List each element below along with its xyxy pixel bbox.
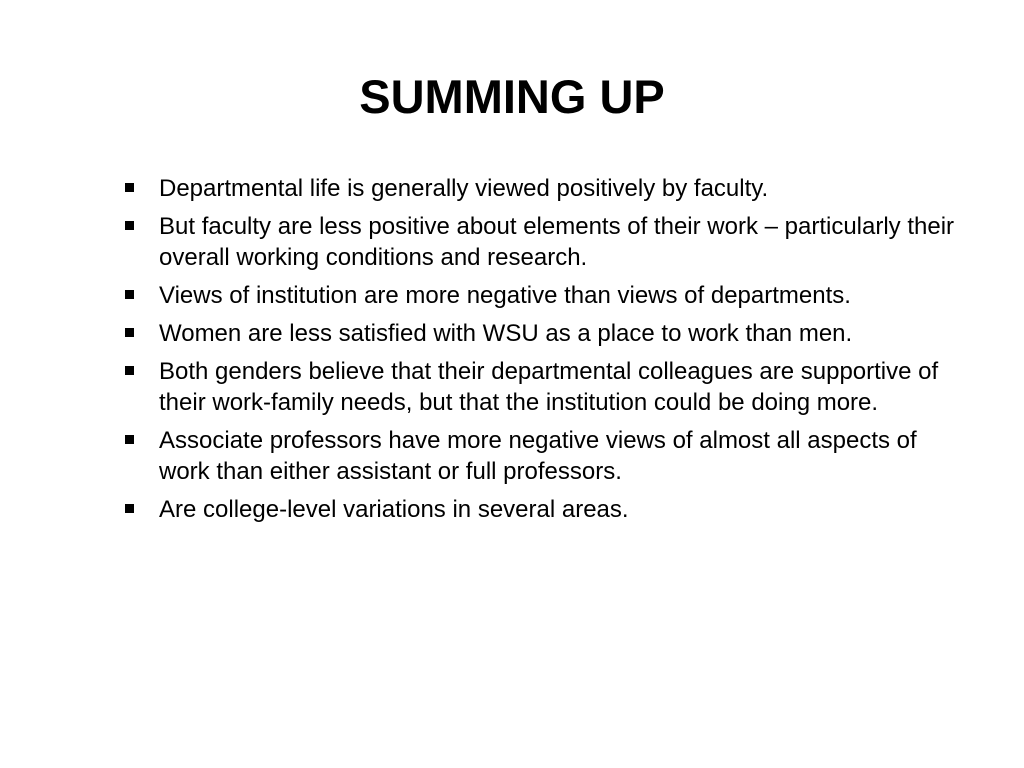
square-bullet-icon — [125, 328, 134, 337]
square-bullet-icon — [125, 435, 134, 444]
square-bullet-icon — [125, 366, 134, 375]
bullet-item — [120, 494, 970, 525]
bullet-item — [120, 173, 970, 204]
square-bullet-icon — [125, 504, 134, 513]
bullet-item — [120, 425, 970, 487]
bullet-item — [120, 356, 970, 418]
bullet-item — [120, 318, 970, 349]
bullet-list — [120, 173, 970, 532]
bullet-text: Views of institution are more negative than views of departments. — [159, 282, 851, 309]
square-bullet-icon — [125, 290, 134, 299]
bullet-item — [120, 280, 970, 311]
bullet-text: Are college-level variations in several areas. — [159, 496, 629, 523]
bullet-item — [120, 211, 970, 273]
slide-title: SUMMING UP — [359, 70, 665, 123]
bullet-text: Both genders believe that their departmental colleagues are supportive of their work-family needs, but that the institution could be doing more. — [159, 358, 939, 416]
bullet-text: But faculty are less positive about elements of their work – particularly their overall working conditions and research. — [159, 213, 955, 271]
square-bullet-icon — [125, 183, 134, 192]
bullet-text: Departmental life is generally viewed positively by faculty. — [159, 175, 769, 202]
square-bullet-icon — [125, 221, 134, 230]
bullet-text: Women are less satisfied with WSU as a place to work than men. — [159, 320, 853, 347]
bullet-text: Associate professors have more negative views of almost all aspects of work than either assistant or full professors. — [159, 427, 917, 485]
